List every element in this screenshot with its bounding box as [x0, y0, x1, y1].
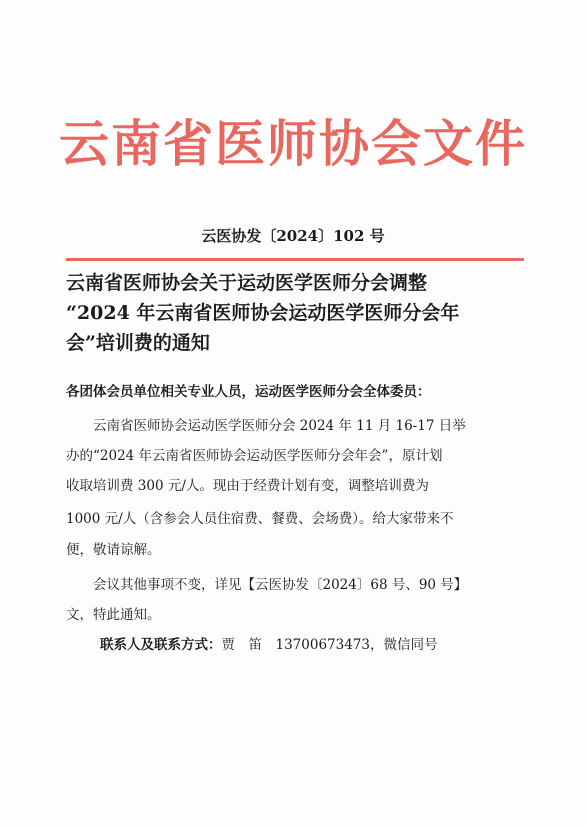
- notice-title-line-1: 云南省医师协会关于运动医学医师分会调整: [66, 272, 428, 294]
- masthead-title: 云南省医师协会文件: [59, 114, 527, 173]
- red-divider-rule: [66, 258, 524, 261]
- body-line-4: 1000 元/人（含参会人员住宿费、餐费、会场费）。给大家带来不: [66, 511, 454, 527]
- notice-title: [66, 268, 526, 358]
- body-line-1: 云南省医师协会运动医学医师分会 2024 年 11 月 16-17 日举: [66, 418, 466, 434]
- contact-value: 贾 笛 13700673473，微信同号: [221, 637, 438, 653]
- document-number: 云医协发〔2024〕102 号: [201, 227, 385, 245]
- body-line-2: 办的“2024 年云南省医师协会运动医学医师分会年会”，原计划: [66, 448, 443, 464]
- notice-title-line-2: “2024 年云南省医师协会运动医学医师分会年: [66, 302, 460, 324]
- body-line-6: 会议其他事项不变，详见【云医协发〔2024〕68 号、90 号】: [66, 577, 468, 593]
- body-line-5: 便，敬请谅解。: [66, 542, 161, 558]
- body-line-7: 文，特此通知。: [66, 607, 161, 623]
- salutation: 各团体会员单位相关专业人员，运动医学医师分会全体委员：: [66, 384, 431, 400]
- contact-label: 联系人及联系方式：: [100, 637, 222, 653]
- contact-info: [100, 635, 530, 655]
- body-line-3: 收取培训费 300 元/人。现由于经费计划有变，调整培训费为: [66, 478, 429, 494]
- notice-title-line-3: 会”培训费的通知: [66, 332, 210, 354]
